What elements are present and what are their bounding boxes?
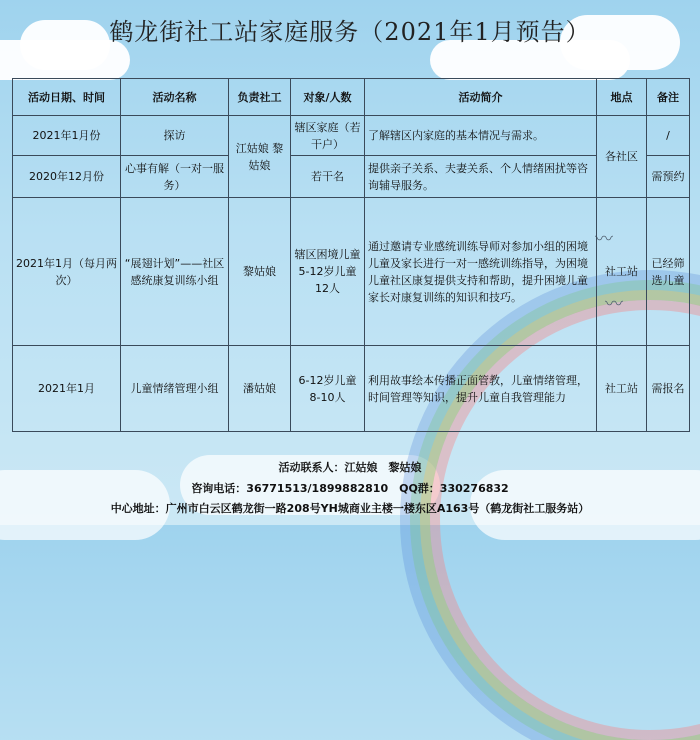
cell-worker: 黎姑娘 (229, 198, 291, 346)
footer-phone: 咨询电话：36771513/18998828​10 QQ群：330276832 (191, 482, 509, 495)
cell-note: / (647, 116, 690, 156)
cell-place: 各社区 (597, 116, 647, 198)
cell-worker: 江姑娘 黎姑娘 (229, 116, 291, 198)
table-header-row (13, 79, 690, 116)
footer-contact: 活动联系人：江姑娘 黎姑娘 (278, 461, 422, 474)
header-place: 地点 (597, 79, 647, 116)
cell-date: 2020年12月份 (13, 156, 121, 198)
schedule-table (12, 78, 690, 432)
header-worker: 负责社工 (229, 79, 291, 116)
cell-target: 若干名 (291, 156, 365, 198)
cell-desc: 通过邀请专业感统训练导师对参加小组的困境儿童及家长进行一对一感统训练指导，为困境儿童社区康复提供支持和帮助，提升困境儿童家长对康复训练的知识和技巧。 (365, 198, 597, 346)
cell-date: 2021年1月（每月两次） (13, 198, 121, 346)
cell-worker: 潘姑娘 (229, 346, 291, 432)
header-target: 对象/人数 (291, 79, 365, 116)
cell-note: 需报名 (647, 346, 690, 432)
table-row (13, 116, 690, 156)
cell-target: 辖区家庭（若干户） (291, 116, 365, 156)
header-note: 备注 (647, 79, 690, 116)
cell-name: 探访 (121, 116, 229, 156)
header-desc: 活动简介 (365, 79, 597, 116)
header-name: 活动名称 (121, 79, 229, 116)
cell-target: 6-12岁儿童8-10人 (291, 346, 365, 432)
cell-target: 辖区困境儿童5-12岁儿童12人 (291, 198, 365, 346)
cell-date: 2021年1月份 (13, 116, 121, 156)
cell-desc: 了解辖区内家庭的基本情况与需求。 (365, 116, 597, 156)
bird-icon: 〰 (605, 294, 623, 315)
cell-desc: 利用故事绘本传播正面管教，儿童情绪管理，时间管理等知识，提升儿童自我管理能力 (365, 346, 597, 432)
table-row (13, 198, 690, 346)
header-date: 活动日期、时间 (13, 79, 121, 116)
cell-place: 社工站 (597, 346, 647, 432)
footer-address: 中心地址：广州市白云区鹤龙街一路208号YH城商业主楼一楼东区A163号（鹤龙街社工服务站） (110, 502, 590, 515)
cell-desc: 提供亲子关系、夫妻关系、个人情绪困扰等咨询辅导服务。 (365, 156, 597, 198)
page-title: 鹤龙街社工站家庭服务（2021年1月预告） (109, 18, 591, 46)
cell-note: 已经筛选儿童 (647, 198, 690, 346)
cell-name: 心事有解（一对一服务） (121, 156, 229, 198)
bird-icon: 〰 (595, 229, 613, 250)
cell-place: 社工站 (597, 198, 647, 346)
table-row (13, 346, 690, 432)
cell-date: 2021年1月 (13, 346, 121, 432)
table-row (13, 156, 690, 198)
cell-name: “展翅计划”——社区感统康复训练小组 (121, 198, 229, 346)
cell-name: 儿童情绪管理小组 (121, 346, 229, 432)
cell-note: 需预约 (647, 156, 690, 198)
